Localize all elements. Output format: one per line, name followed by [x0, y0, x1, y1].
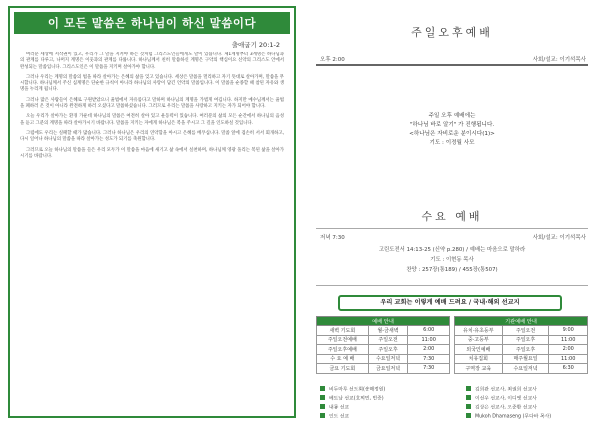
sermon-body — [20, 52, 284, 410]
bullet-icon — [320, 413, 325, 418]
table-row: 치유집회 매주월요일 11:00 — [455, 354, 588, 364]
notice-line: <하나님은 자비로운 분이시다(1)> — [409, 131, 495, 137]
table-row: 주일오후예배 주일오후 2:00 — [317, 345, 450, 355]
bullet-icon — [466, 386, 471, 391]
schedule-tables — [316, 316, 588, 382]
list-item: 인도 선교 Mukoh Dhamaseng (무다바 목사) — [320, 413, 584, 421]
table-row: 수 요 예 배 수요일저녁 7:30 — [317, 354, 450, 364]
notice-line: 기도 : 이정월 사모 — [429, 140, 475, 146]
afternoon-leader: 사회/설교: 이기석목사 — [532, 57, 586, 63]
notice-line: 주일 오후 예배에는 — [428, 113, 476, 119]
table-row: 유치·유초등부 주일오전 9:00 — [455, 326, 588, 336]
bullet-icon — [320, 395, 325, 400]
table-row: 금요 기도회 금요일저녁 7:30 — [317, 364, 450, 374]
bullet-icon — [466, 413, 471, 418]
bullet-icon — [320, 386, 325, 391]
wednesday-service-title: 수요 예배 — [421, 210, 483, 223]
department-schedule-table — [454, 316, 588, 374]
table-header: 기관예배 안내 — [455, 317, 588, 326]
list-item: 비두마루 선도회(송해정원) 김희관 선교사, 최권희 선교사 — [320, 386, 584, 394]
sermon-paragraph: 그러나 많은 사람들이 은혜로 구원받았으니 율법에서 자유롭다고 말하며 하나님의 계명을 가볍게 여깁니다. 하지만 예수님께서는 율법을 폐하러 온 것이 아니라 완전하게 하러 오셨다고 말씀하셨습니다. 그러므로 우리는 말씀을 사랑하고 지키는 자가 되어야 합니다. — [20, 97, 284, 110]
sermon-title: 이 모든 말씀은 하나님이 하신 말씀이다 — [14, 12, 290, 34]
divider — [316, 64, 588, 66]
table-header: 예배 안내 — [317, 317, 450, 326]
worship-info-banner: 우리 교회는 이렇게 예배 드려요 / 국내·해외 선교지 — [338, 295, 562, 311]
sermon-paragraph: 오늘 우리가 살아가는 환경 가운데 하나님의 말씀은 여전히 살아 있고 운동력이 있습니다. 여러분의 삶의 모든 순간에서 하나님의 음성을 듣고 그분의 계명을 따라 살아가시기 바랍니다. 말씀을 지키는 자에게 하나님은 복을 주시고 그 길을 인도하실 것입니다. — [20, 114, 284, 126]
sermon-panel — [8, 6, 296, 418]
bullet-icon — [466, 395, 471, 400]
table-row: 주일오전예배 주일오전 11:00 — [317, 335, 450, 345]
afternoon-service-title: 주일오후예배 — [411, 26, 493, 39]
worship-schedule-table — [316, 316, 450, 374]
mission-list — [316, 384, 588, 420]
hymn-line: 찬양 : 257장(통189) / 455장(통507) — [406, 267, 498, 273]
wednesday-details — [316, 245, 588, 275]
sermon-paragraph: 그러나 우리는 계명의 말씀의 법을 따라 살아가는 은혜의 삶을 잊고 있습니다. 세상은 말씀을 멀리하고 자기 뜻대로 살아가며, 말씀을 무시합니다. 하나님께서 주신 십계명은 단순한 규칙이 아니라 하나님의 사랑이 담긴 언약의 말씀입니다. 이 말씀을 순종할 때 참된 자유와 생명을 누리게 됩니다. — [20, 74, 284, 93]
table-row: 구역장 교육 수요일저녁 6:30 — [455, 364, 588, 374]
sermon-paragraph: 여러분 세상에 저작권이 있고, 우리가 그 말을 지켜야 하는 것처럼 그리스도인들에게도 말이 있습니다. 제1계명부터 3계명은 하나님과의 관계를 다루고, 나머지 계명은 이웃과의 관계를 다룹니다. 하나님께서 친히 말씀하신 계명은 구약의 핵심이요 신약의 그리스도 안에서 완성되는 말씀입니다. 그리스도인은 이 말씀을 지키며 살아가야 합니다. — [20, 52, 284, 70]
notice-line: "하나님 바로 알기" 가 진행됩니다. — [409, 122, 495, 128]
prayer-line: 기도 : 이현동 목사 — [430, 257, 474, 263]
sermon-paragraph: 그러므로 오늘 하나님의 말씀을 들은 우리 모두가 이 말씀을 마음에 새기고 삶 속에서 실천하며, 하나님께 영광 돌리는 복된 삶을 살아가시기를 바랍니다. — [20, 147, 284, 159]
sermon-reference: 출애굽기 20:1-2 — [231, 41, 280, 49]
table-row: 중·고등부 주일오후 11:00 — [455, 335, 588, 345]
list-item: 베트남 선교(호찌민, 빈증) 이선우 선교사, 이디엣 선교사 — [320, 395, 584, 403]
bullet-icon — [320, 404, 325, 409]
table-row: 외국인예배 주일오후 2:00 — [455, 345, 588, 355]
afternoon-notice — [316, 112, 588, 148]
scripture-line: 고린도전서 14:13-25 (신약 p.280) / 예배는 마음으로 말하라 — [378, 247, 526, 253]
bullet-icon — [466, 404, 471, 409]
divider — [316, 285, 588, 286]
divider — [316, 228, 588, 229]
table-row: 새벽 기도회 월-금새벽 6:00 — [317, 326, 450, 336]
wednesday-time: 저녁 7:30 — [320, 235, 345, 241]
wednesday-leader: 사회/설교: 이기석목사 — [532, 235, 586, 241]
sermon-paragraph: 그럼에도 우리는 실패할 때가 많습니다. 그러나 하나님은 우리의 연약함을 아시고 은혜를 베푸십니다. 말씀 앞에 겸손히 서서 회개하고, 다시 일어나 하나님의 말씀을 따라 살아가는 성도가 되기를 축원합니다. — [20, 130, 284, 143]
afternoon-time: 오후 2:00 — [320, 57, 345, 63]
list-item: 내몽 선교 김상은 선교사, 오준환 선교사 — [320, 404, 584, 412]
